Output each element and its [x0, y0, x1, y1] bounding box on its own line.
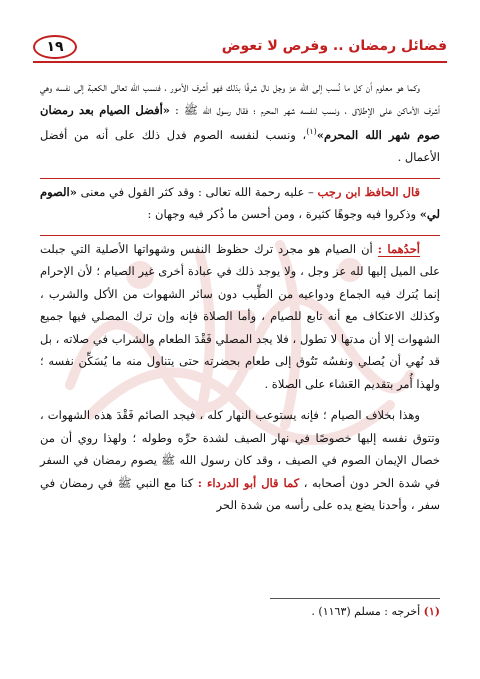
- hadith-quote: «أفضل الصيام بعد رمضان صوم شهر الله المحرم»: [40, 102, 440, 142]
- paragraph-1-text-end: ، ونسب لنفسه الصوم فدل ذلك على أنه من أفضل الأعمال .: [40, 127, 440, 165]
- footnote-ref[interactable]: (١): [306, 127, 317, 136]
- paragraph-4-text: وهذا بخلاف الصيام ؛ فإنه يستوعب النهار كله ، فيجد الصائم فَقْدَ هذه الشهوات ، وتتوق نفسه إليها خصوصًا في نهار الصيف لشدة حرِّه وطوله ؛ ولهذا روي أن من خصال الإيمان الصوم في الصيف ، وقد كان رسول الله ﷺ يصوم رمضان في السفر في شدة الحر دون أصحابه ،: [40, 408, 440, 490]
- footnote-text: أخرجه : مسلم (١١٦٣) .: [311, 605, 424, 618]
- narrator-name: كما قال أبو الدرداء :: [197, 475, 300, 490]
- paragraph-2-text-end: وذكروا فيه وجوهًا كثيرة ، ومن أحسن ما ذُكر فيه وجهان :: [147, 207, 420, 222]
- footnote-divider: [270, 598, 440, 599]
- paragraph-3-text: أن الصيام هو مجرد ترك حظوظ النفس وشهواتها الأصلية التي جبلت على الميل إليها لله عز وجل ، ولا يوجد ذلك في عبادة أخرى غير الصيام ؛ لأن الإحرام إنما يُترك فيه الجماع ودواعيه من الطِّيب دون سائر الشهوات من الأكل والشرب ، وكذلك الاعتكاف مع أنه تابع للصيام ، وأما الصلاة فإنه وإن ترك المصلي فيها جميع الشهوات إلا أن مدتها لا تطول ، فلا يجد المصلي فَقْدَ الطعام والشراب في صلاته ، بل قد نُهي أن يُصلي ونفسُه تَتُوق إلى طعام بحضرته حتى يتناول منه ما يُسَكِّن نفسه ؛ ولهذا أُمر بتقديم العَشاء على الصلاة .: [40, 241, 440, 391]
- running-title: فضائل رمضان .. وفرص لا تعوض: [221, 38, 447, 54]
- page-body: [40, 76, 440, 526]
- hadith-phrase: «الصوم لي»: [40, 184, 440, 222]
- paragraph-1-text: وكما هو معلوم أن كل ما نُسب إلى الله عز وجل نال شرفًا بذلك فهو أشرف الأمور ، فنسب الله تعالى الكعبة إلى نفسه وهي أشرف الأماكن على الإطلاق ، ونسب لنفسه شهر المحرم ؛ فقال رسول الله ﷺ :: [40, 80, 440, 117]
- page-number-badge: ١٩: [33, 35, 77, 59]
- footnote: [40, 604, 440, 620]
- paragraph-1: [40, 76, 440, 169]
- footnote-number: (١): [423, 605, 440, 618]
- first-reason-label: أحدُهما :: [377, 241, 420, 256]
- page-header: [33, 37, 447, 65]
- paragraph-4-text-end: كنا مع النبي ﷺ في رمضان في سفر ، وأحدنا يضع يده على رأسه من شدة الحر: [40, 475, 440, 513]
- paragraph-4: [40, 404, 440, 517]
- scholar-name: قال الحافظ ابن رجب: [317, 184, 420, 199]
- paragraph-3: [40, 235, 440, 396]
- paragraph-2-text: – عليه رحمة الله تعالى : وقد كثر القول في معنى: [76, 184, 318, 199]
- paragraph-2: [40, 178, 440, 226]
- header-divider: [33, 61, 447, 63]
